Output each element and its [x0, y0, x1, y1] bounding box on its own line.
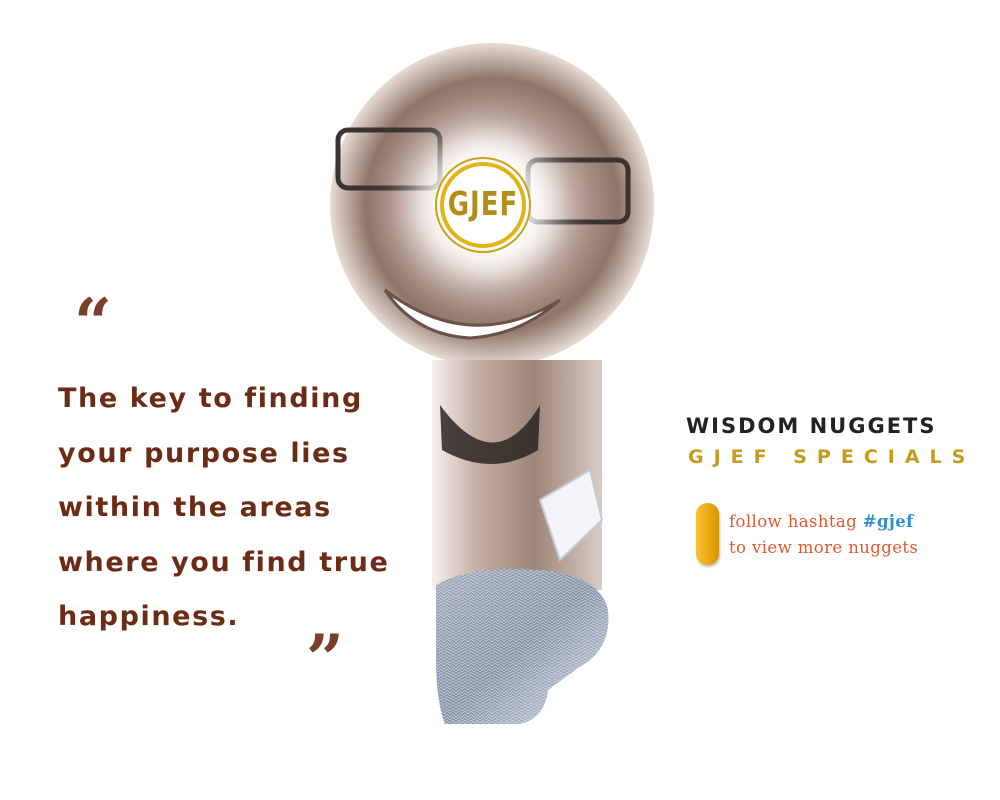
close-quote-mark: ”	[306, 620, 344, 698]
follow-prefix: follow hashtag	[729, 512, 858, 531]
sweater-texture	[436, 569, 608, 724]
open-quote-mark: “	[74, 284, 112, 362]
follow-accent-bar	[696, 503, 719, 565]
neck	[432, 360, 602, 590]
follow-line-2: to view more nuggets	[729, 538, 919, 557]
gjef-logo-badge	[440, 162, 526, 248]
hashtag-link[interactable]: #gjef	[862, 512, 914, 531]
follow-line-1	[729, 512, 914, 531]
quote-text: The key to finding your purpose lies within the areas where you find true happiness.	[58, 383, 390, 632]
series-subtitle: GJEF SPECIALS	[688, 446, 976, 468]
series-title: WISDOM NUGGETS	[686, 414, 937, 438]
logo-text: GJEF	[447, 186, 519, 224]
